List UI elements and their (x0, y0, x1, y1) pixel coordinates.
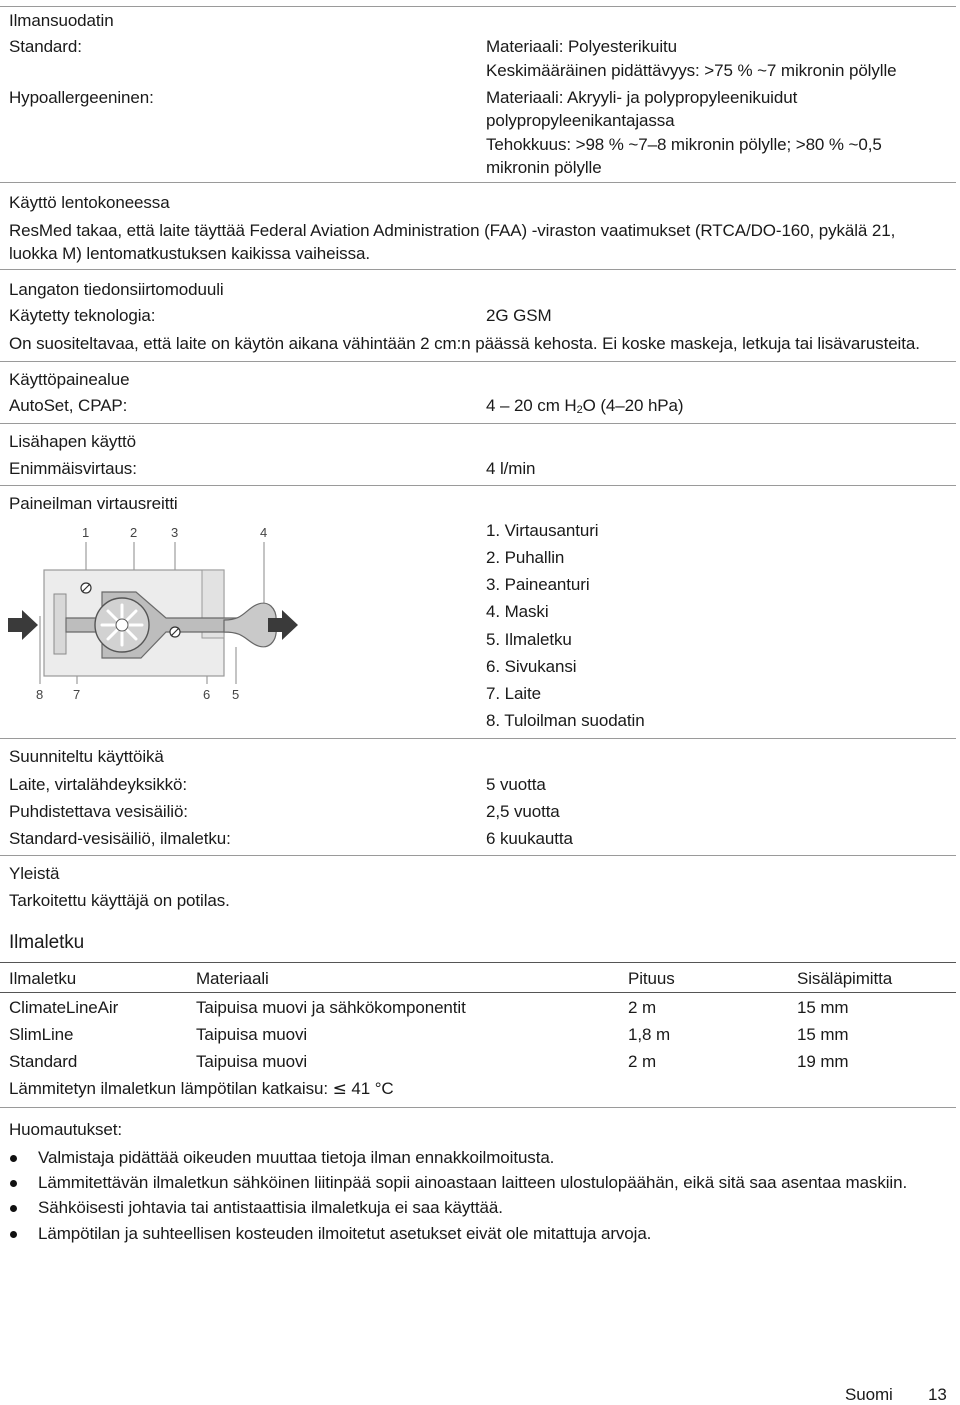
table-cell: Standard (9, 1052, 78, 1071)
oxygen-label: Enimmäisvirtaus: (9, 459, 137, 478)
filter-standard-label: Standard: (9, 37, 82, 56)
table-cell: 2 m (628, 998, 657, 1017)
table-cell: SlimLine (9, 1025, 74, 1044)
less-or-equal-icon: ≤ (332, 1079, 347, 1099)
section-divider (0, 6, 956, 7)
footer-page-number: 13 (928, 1385, 947, 1404)
diagram-number-8: 8 (36, 687, 44, 702)
filter-hypo-line4: mikronin pölylle (486, 158, 602, 177)
wireless-tech-label: Käytetty teknologia: (9, 306, 156, 325)
aircraft-line2: luokka M) lentomatkustuksen kaikissa vaiheissa. (9, 244, 370, 263)
footer-language: Suomi (845, 1385, 893, 1404)
inlet-filter (54, 594, 66, 654)
table-cell: 2 m (628, 1052, 657, 1071)
diagram-number-7: 7 (73, 687, 81, 702)
notes-heading: Huomautukset: (9, 1120, 123, 1139)
filter-heading: Ilmansuodatin (9, 11, 114, 30)
wireless-heading: Langaton tiedonsiirtomoduuli (9, 280, 224, 299)
pressure-value: 4 – 20 cm H2O (4–20 hPa) (486, 396, 684, 416)
table-cell: Taipuisa muovi (196, 1052, 308, 1071)
table-header-length: Pituus (628, 969, 675, 988)
pressure-label: AutoSet, CPAP: (9, 396, 128, 415)
airflow-item: 3. Paineanturi (486, 575, 590, 594)
general-heading: Yleistä (9, 864, 60, 883)
filter-hypo-line1: Materiaali: Akryyli- ja polypropyleenikuidut (486, 88, 798, 107)
diagram-number-4: 4 (260, 525, 268, 540)
oxygen-heading: Lisähapen käyttö (9, 432, 136, 451)
bullet-icon (10, 1155, 17, 1162)
lifetime-label: Laite, virtalähdeyksikkö: (9, 775, 187, 794)
section-divider (0, 1107, 956, 1108)
aircraft-heading: Käyttö lentokoneessa (9, 193, 170, 212)
airflow-item: 1. Virtausanturi (486, 521, 599, 540)
aircraft-line1: ResMed takaa, että laite täyttää Federal Aviation Administration (FAA) -viraston vaatimukset (RTCA/DO-160, pykälä 21, (9, 221, 896, 240)
filter-standard-line2: Keskimääräinen pidättävyys: >75 % ~7 mikronin pölylle (486, 61, 897, 80)
lifetime-value: 5 vuotta (486, 775, 546, 794)
section-divider (0, 485, 956, 486)
filter-hypo-line3: Tehokkuus: >98 % ~7–8 mikronin pölylle; >80 % ~0,5 (486, 135, 882, 154)
table-cell: 19 mm (797, 1052, 849, 1071)
lifetime-label: Puhdistettava vesisäiliö: (9, 802, 188, 821)
bullet-icon (10, 1180, 17, 1187)
diagram-number-1: 1 (82, 525, 90, 540)
diagram-number-2: 2 (130, 525, 138, 540)
filter-standard-line1: Materiaali: Polyesterikuitu (486, 37, 677, 56)
table-header-hose: Ilmaletku (9, 969, 77, 988)
lifetime-value: 6 kuukautta (486, 829, 573, 848)
airflow-heading: Paineilman virtausreitti (9, 494, 178, 513)
filter-hypo-line2: polypropyleenikantajassa (486, 111, 675, 130)
airflow-item: 6. Sivukansi (486, 657, 577, 676)
oxygen-value: 4 l/min (486, 459, 536, 478)
airflow-item: 2. Puhallin (486, 548, 565, 567)
section-divider (0, 855, 956, 856)
wireless-note: On suositeltavaa, että laite on käytön aikana vähintään 2 cm:n päässä kehosta. Ei koske maskeja, letkuja tai lisävarusteita. (9, 334, 920, 353)
pressure-heading: Käyttöpainealue (9, 370, 130, 389)
bullet-icon (10, 1205, 17, 1212)
diagram-number-3: 3 (171, 525, 179, 540)
airflow-item: 8. Tuloilman suodatin (486, 711, 645, 730)
table-cell: ClimateLineAir (9, 998, 119, 1017)
table-header-material: Materiaali (196, 969, 269, 988)
section-divider (0, 269, 956, 270)
cutoff-line: Lämmitetyn ilmaletkun lämpötilan katkaisu: ≤ 41 °C (9, 1079, 394, 1099)
table-cell: Taipuisa muovi (196, 1025, 308, 1044)
airflow-item: 7. Laite (486, 684, 541, 703)
note-item: Valmistaja pidättää oikeuden muuttaa tietoja ilman ennakkoilmoitusta. (38, 1148, 555, 1167)
table-cell: 15 mm (797, 1025, 849, 1044)
lifetime-label: Standard-vesisäiliö, ilmaletku: (9, 829, 231, 848)
table-cell: 15 mm (797, 998, 849, 1017)
filter-hypo-label: Hypoallergeeninen: (9, 88, 154, 107)
general-text: Tarkoitettu käyttäjä on potilas. (9, 891, 230, 910)
section-divider (0, 423, 956, 424)
note-item: Lämpötilan ja suhteellisen kosteuden ilmoitetut asetukset eivät ole mitattuja arvoja. (38, 1224, 652, 1243)
lifetime-value: 2,5 vuotta (486, 802, 560, 821)
table-cell: Taipuisa muovi ja sähkökomponentit (196, 998, 466, 1017)
diagram-number-5: 5 (232, 687, 240, 702)
table-top-rule (0, 962, 956, 963)
table-header-diameter: Sisäläpimitta (797, 969, 893, 988)
inlet-arrow (8, 610, 38, 640)
bullet-icon (10, 1231, 17, 1238)
note-item: Sähköisesti johtavia tai antistaattisia ilmaletkuja ei saa käyttää. (38, 1198, 503, 1217)
table-cell: 1,8 m (628, 1025, 671, 1044)
airflow-item: 4. Maski (486, 602, 549, 621)
section-divider (0, 361, 956, 362)
section-divider (0, 738, 956, 739)
tubing-heading: Ilmaletku (9, 932, 85, 953)
airflow-path-diagram (6, 522, 306, 718)
airflow-item: 5. Ilmaletku (486, 630, 572, 649)
diagram-number-6: 6 (203, 687, 211, 702)
note-item: Lämmitettävän ilmaletkun sähköinen liitinpää sopii ainoastaan laitteen ulostulopäähän, eikä sitä saa asentaa maskiin. (38, 1173, 908, 1192)
wireless-tech-value: 2G GSM (486, 306, 552, 325)
table-header-rule (0, 992, 956, 993)
section-divider (0, 182, 956, 183)
lifetime-heading: Suunniteltu käyttöikä (9, 747, 164, 766)
